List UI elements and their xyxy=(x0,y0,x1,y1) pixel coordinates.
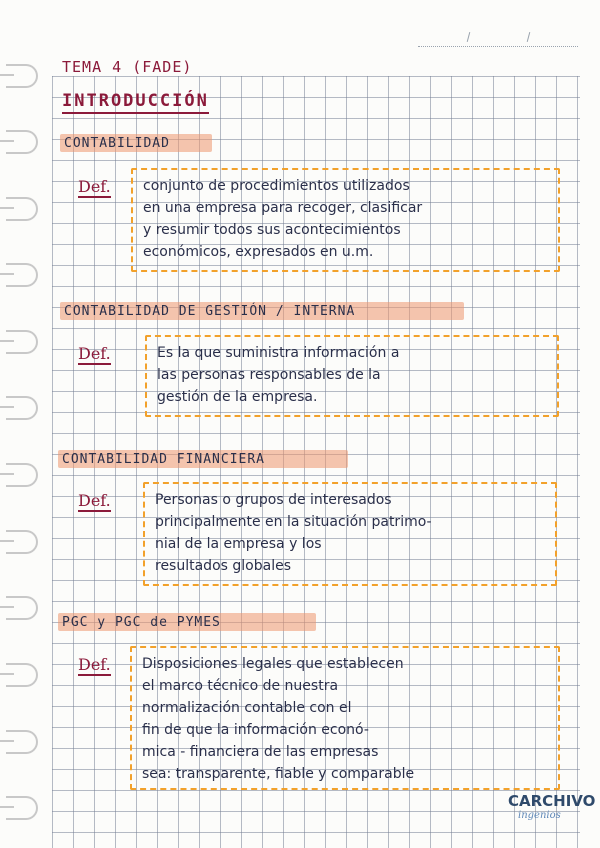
topic-label: TEMA 4 (FADE) xyxy=(62,58,193,76)
definition-line: Disposiciones legales que establecen xyxy=(142,656,404,672)
right-margin xyxy=(580,0,600,848)
binder-ring xyxy=(6,263,38,287)
def-label: Def. xyxy=(78,491,111,510)
definition-line: normalización contable con el xyxy=(142,700,352,716)
brand-logo: CARCHIVO xyxy=(508,792,596,810)
definition-line: económicos, expresados en u.m. xyxy=(143,244,374,260)
definition-line: conjunto de procedimientos utilizados xyxy=(143,178,410,194)
page-title: INTRODUCCIÓN xyxy=(62,91,209,114)
brand-tagline: ingenios xyxy=(518,810,561,821)
binder-ring xyxy=(6,64,38,88)
section-heading: PGC y PGC de PYMES xyxy=(62,615,221,630)
definition-line: resultados globales xyxy=(155,558,291,574)
binder-ring xyxy=(6,530,38,554)
definition-line: mica - financiera de las empresas xyxy=(142,744,379,760)
def-label: Def. xyxy=(78,344,111,363)
binder-ring xyxy=(6,130,38,154)
definition-line: sea: transparente, fiable y comparable xyxy=(142,766,415,782)
definition-line: Personas o grupos de interesados xyxy=(155,492,392,508)
definition-line: principalmente en la situación patrimo- xyxy=(155,514,432,530)
section-heading: CONTABILIDAD FINANCIERA xyxy=(62,452,266,467)
binder-ring xyxy=(6,396,38,420)
section-heading: CONTABILIDAD DE GESTIÓN / INTERNA xyxy=(64,304,356,319)
definition-line: y resumir todos sus acontecimientos xyxy=(143,222,401,238)
left-margin xyxy=(0,0,52,848)
date-line xyxy=(418,46,578,47)
definition-box xyxy=(143,482,557,586)
def-label: Def. xyxy=(78,655,111,674)
definition-line: nial de la empresa y los xyxy=(155,536,322,552)
binder-ring xyxy=(6,730,38,754)
definition-box xyxy=(130,646,560,790)
definition-line: en una empresa para recoger, clasificar xyxy=(143,200,423,216)
def-label: Def. xyxy=(78,177,111,196)
definition-box xyxy=(131,168,560,272)
binder-ring xyxy=(6,197,38,221)
definition-line: Es la que suministra información a xyxy=(157,345,400,361)
definition-box xyxy=(145,335,559,417)
binder-ring xyxy=(6,663,38,687)
definition-line: el marco técnico de nuestra xyxy=(142,678,339,694)
binder-ring xyxy=(6,463,38,487)
definition-line: fin de que la información econó- xyxy=(142,722,369,738)
definition-line: las personas responsables de la xyxy=(157,367,381,383)
binder-ring xyxy=(6,596,38,620)
binder-ring xyxy=(6,330,38,354)
section-heading: CONTABILIDAD xyxy=(64,136,170,151)
definition-line: gestión de la empresa. xyxy=(157,389,318,405)
binder-ring xyxy=(6,796,38,820)
